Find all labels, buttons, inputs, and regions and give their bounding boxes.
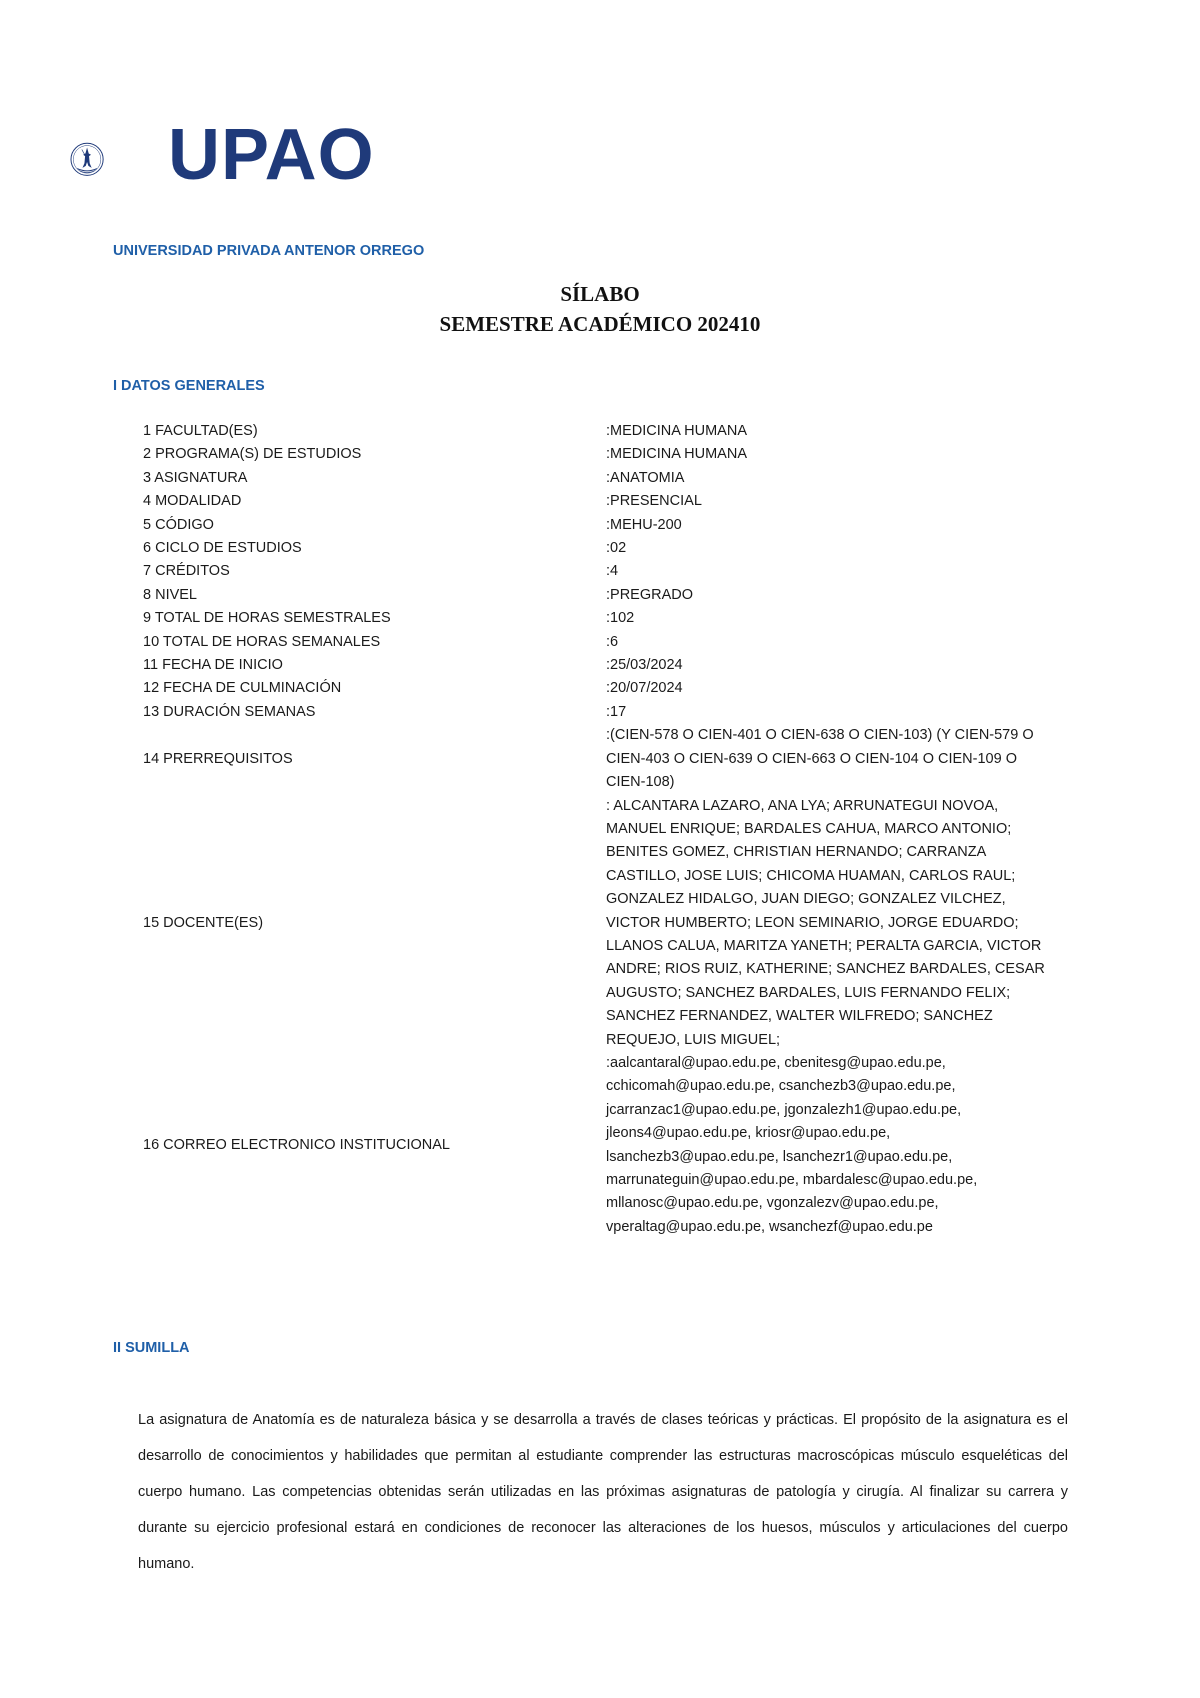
row-value: :25/03/2024 <box>606 657 683 674</box>
table-row <box>143 607 1063 630</box>
row-value: :20/07/2024 <box>606 680 683 697</box>
document-subtitle: SEMESTRE ACADÉMICO 202410 <box>439 312 761 336</box>
row-label: 13 DURACIÓN SEMANAS <box>143 703 316 720</box>
table-row <box>143 443 1063 466</box>
section-heading-sumilla: II SUMILLA <box>113 1340 190 1356</box>
row-label: 9 TOTAL DE HORAS SEMESTRALES <box>143 610 391 627</box>
row-label: 10 TOTAL DE HORAS SEMANALES <box>143 633 381 650</box>
row-label: 3 ASIGNATURA <box>143 469 248 486</box>
row-value: :aalcantaral@upao.edu.pe, cbenitesg@upao.edu.pe, cchicomah@upao.edu.pe, csanchezb3@upao.edu.pe, jcarranzac1@upao.edu.pe, jgonzalezh1@upao.edu.pe, jleons4@upao.edu.pe, kriosr@upao.edu.pe, lsanchezb3@upao.edu.pe, lsanchezr1@upao.edu.pe, marrunateguin@upao.edu.pe, mbardalesc@upao.edu.pe, mllanosc@upao.edu.pe, vgonzalezv@upao.edu.pe, vperaltag@upao.edu.pe, wsanchezf@upao.edu.pe <box>606 1054 978 1235</box>
row-value: :MEDICINA HUMANA <box>606 423 747 439</box>
table-row <box>143 795 1063 1052</box>
table-row <box>143 490 1063 513</box>
row-value: :17 <box>606 703 627 720</box>
row-label: 15 DOCENTE(ES) <box>143 914 264 931</box>
row-value: :6 <box>606 633 619 650</box>
row-value: :ANATOMIA <box>606 469 685 486</box>
table-row <box>143 701 1063 724</box>
general-data-table <box>143 420 1063 1239</box>
row-label: 4 MODALIDAD <box>143 493 242 510</box>
sumilla-paragraph: La asignatura de Anatomía es de naturaleza básica y se desarrolla a través de clases teóricas y prácticas. El propósito de la asignatura es el desarrollo de conocimientos y habilidades que permitan al estudiante comprender las estructuras macroscópicas músculo esqueléticas del cuerpo humano. Las competencias obtenidas serán utilizadas en las próximas asignaturas de patología y cirugía. Al finalizar su carrera y durante su ejercicio profesional estará en condiciones de reconocer las alteraciones de los huesos, músculos y articulaciones del cuerpo humano. <box>138 1412 1068 1572</box>
row-label: 1 FACULTAD(ES) <box>143 423 258 439</box>
table-row <box>143 1052 1063 1239</box>
row-label: 8 NIVEL <box>143 586 197 603</box>
table-row <box>143 584 1063 607</box>
upao-logo-text: UPAO <box>168 115 375 195</box>
row-value: :102 <box>606 610 635 627</box>
row-value: : ALCANTARA LAZARO, ANA LYA; ARRUNATEGUI NOVOA, MANUEL ENRIQUE; BARDALES CAHUA, MARCO ANTONIO; BENITES GOMEZ, CHRISTIAN HERNANDO; CARRANZA CASTILLO, JOSE LUIS; CHICOMA HUAMAN, CARLOS RAUL; GONZALEZ HIDALGO, JUAN DIEGO; GONZALEZ VILCHEZ, VICTOR HUMBERTO; LEON SEMINARIO, JORGE EDUARDO; LLANOS CALUA, MARITZA YANETH; PERALTA GARCIA, VICTOR ANDRE; RIOS RUIZ, KATHERINE; SANCHEZ BARDALES, CESAR AUGUSTO; SANCHEZ BARDALES, LUIS FERNANDO FELIX; SANCHEZ FERNANDEZ, WALTER WILFREDO; SANCHEZ REQUEJO, LUIS MIGUEL; <box>606 797 1045 1048</box>
table-row <box>143 631 1063 654</box>
row-label: 6 CICLO DE ESTUDIOS <box>143 540 302 557</box>
university-name: UNIVERSIDAD PRIVADA ANTENOR ORREGO <box>113 243 425 259</box>
upao-logo-emblem <box>70 100 175 220</box>
document-title: SÍLABO <box>560 282 640 306</box>
row-label: 7 CRÉDITOS <box>143 563 230 580</box>
row-value: :PREGRADO <box>606 586 694 603</box>
table-row <box>143 420 1063 443</box>
row-value: :MEDICINA HUMANA <box>606 446 747 463</box>
table-row <box>143 537 1063 560</box>
row-label: 14 PRERREQUISITOS <box>143 750 293 767</box>
row-label: 12 FECHA DE CULMINACIÓN <box>143 680 342 697</box>
table-row <box>143 654 1063 677</box>
row-label: 11 FECHA DE INICIO <box>143 657 283 674</box>
section-heading-datos-generales: I DATOS GENERALES <box>113 378 265 394</box>
row-value: :(CIEN-578 O CIEN-401 O CIEN-638 O CIEN-103) (Y CIEN-579 O CIEN-403 O CIEN-639 O CIEN-663 O CIEN-104 O CIEN-109 O CIEN-108) <box>606 727 1034 791</box>
table-row <box>143 560 1063 583</box>
table-row <box>143 677 1063 700</box>
table-row <box>143 467 1063 490</box>
row-value: :02 <box>606 540 627 557</box>
row-label: 16 CORREO ELECTRONICO INSTITUCIONAL <box>143 1136 450 1153</box>
row-label: 5 CÓDIGO <box>143 516 214 533</box>
table-row <box>143 724 1063 794</box>
table-row <box>143 514 1063 537</box>
row-value: :4 <box>606 563 619 580</box>
row-value: :PRESENCIAL <box>606 493 702 510</box>
row-value: :MEHU-200 <box>606 516 682 533</box>
row-label: 2 PROGRAMA(S) DE ESTUDIOS <box>143 446 362 463</box>
